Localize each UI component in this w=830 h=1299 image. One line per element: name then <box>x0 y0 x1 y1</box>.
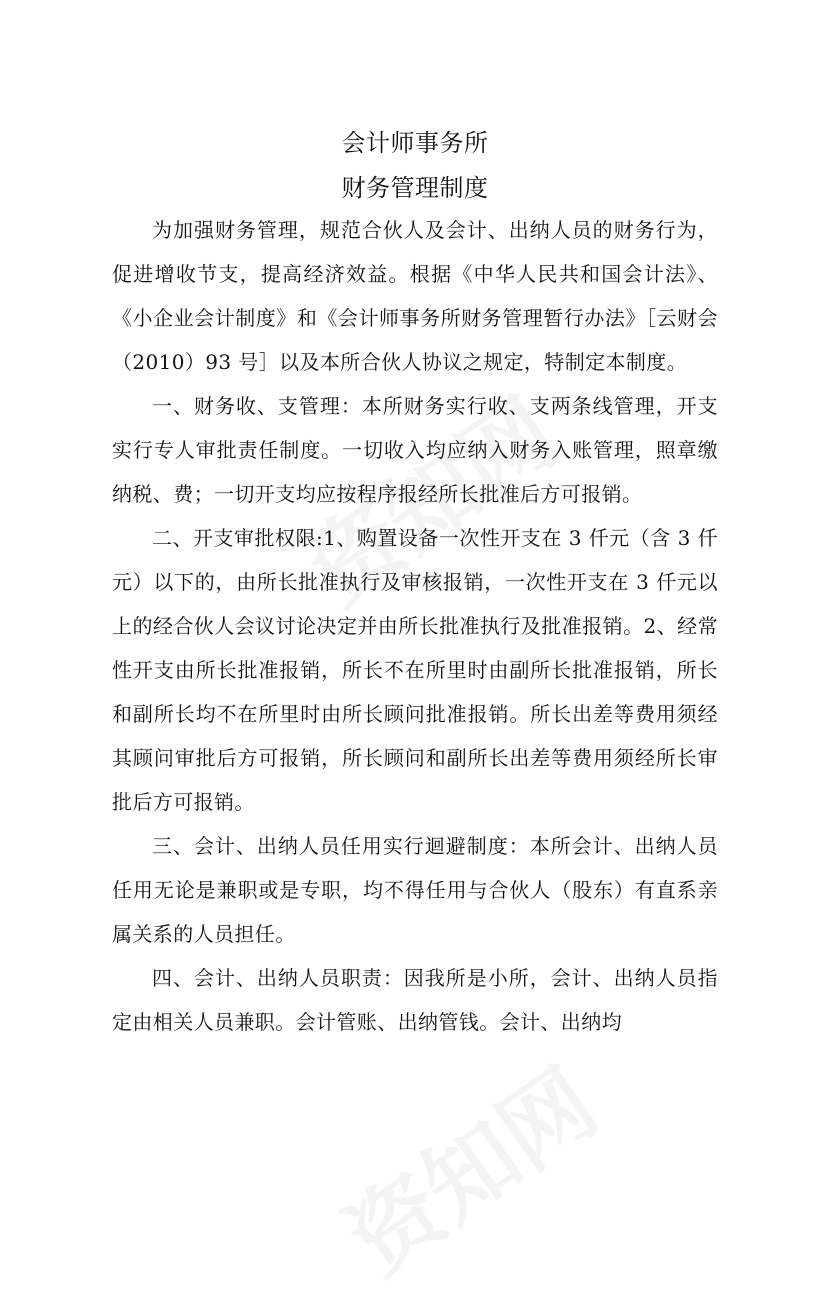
paragraph-section-2: 二、开支审批权限:1、购置设备一次性开支在 3 仟元（含 3 仟元）以下的，由所长批准执行及审核报销，一次性开支在 3 仟元以上的经合伙人会议讨论决定并由所长批准执行及批准报销。2、经常性开支由所长批准报销，所长不在所里时由副所长批准报销，所长和副所长均不在所里时由所长顾问批准报销。所长出差等费用须经其顾问审批后方可报销，所长顾问和副所长出差等费用须经所长审批后方可报销。 <box>112 526 718 814</box>
paragraph-intro: 为加强财务管理，规范合伙人及会计、出纳人员的财务行为，促进增收节支，提高经济效益。根据《中华人民共和国会计法》、《小企业会计制度》和《会计师事务所财务管理暂行办法》［云财会（2010）93 号］以及本所合伙人协议之规定，特制定本制度。 <box>112 218 718 374</box>
paragraph-section-1: 一、财务收、支管理：本所财务实行收、支两条线管理，开支实行专人审批责任制度。一切收入均应纳入财务入账管理，照章缴纳税、费；一切开支均应按程序报经所长批准后方可报销。 <box>112 394 718 506</box>
paragraph-section-3: 三、会计、出纳人员任用实行迴避制度：本所会计、出纳人员任用无论是兼职或是专职，均不得任用与合伙人（股东）有直系亲属关系的人员担任。 <box>112 834 718 946</box>
watermark-bottom <box>317 1033 619 1299</box>
document-title-line2: 财务管理制度 <box>341 174 489 202</box>
document-body <box>112 208 718 1044</box>
document-title-line1: 会计师事务所 <box>341 129 489 157</box>
paragraph-section-4: 四、会计、出纳人员职责：因我所是小所，会计、出纳人员指定由相关人员兼职。会计管账、出纳管钱。会计、出纳均 <box>112 966 718 1034</box>
